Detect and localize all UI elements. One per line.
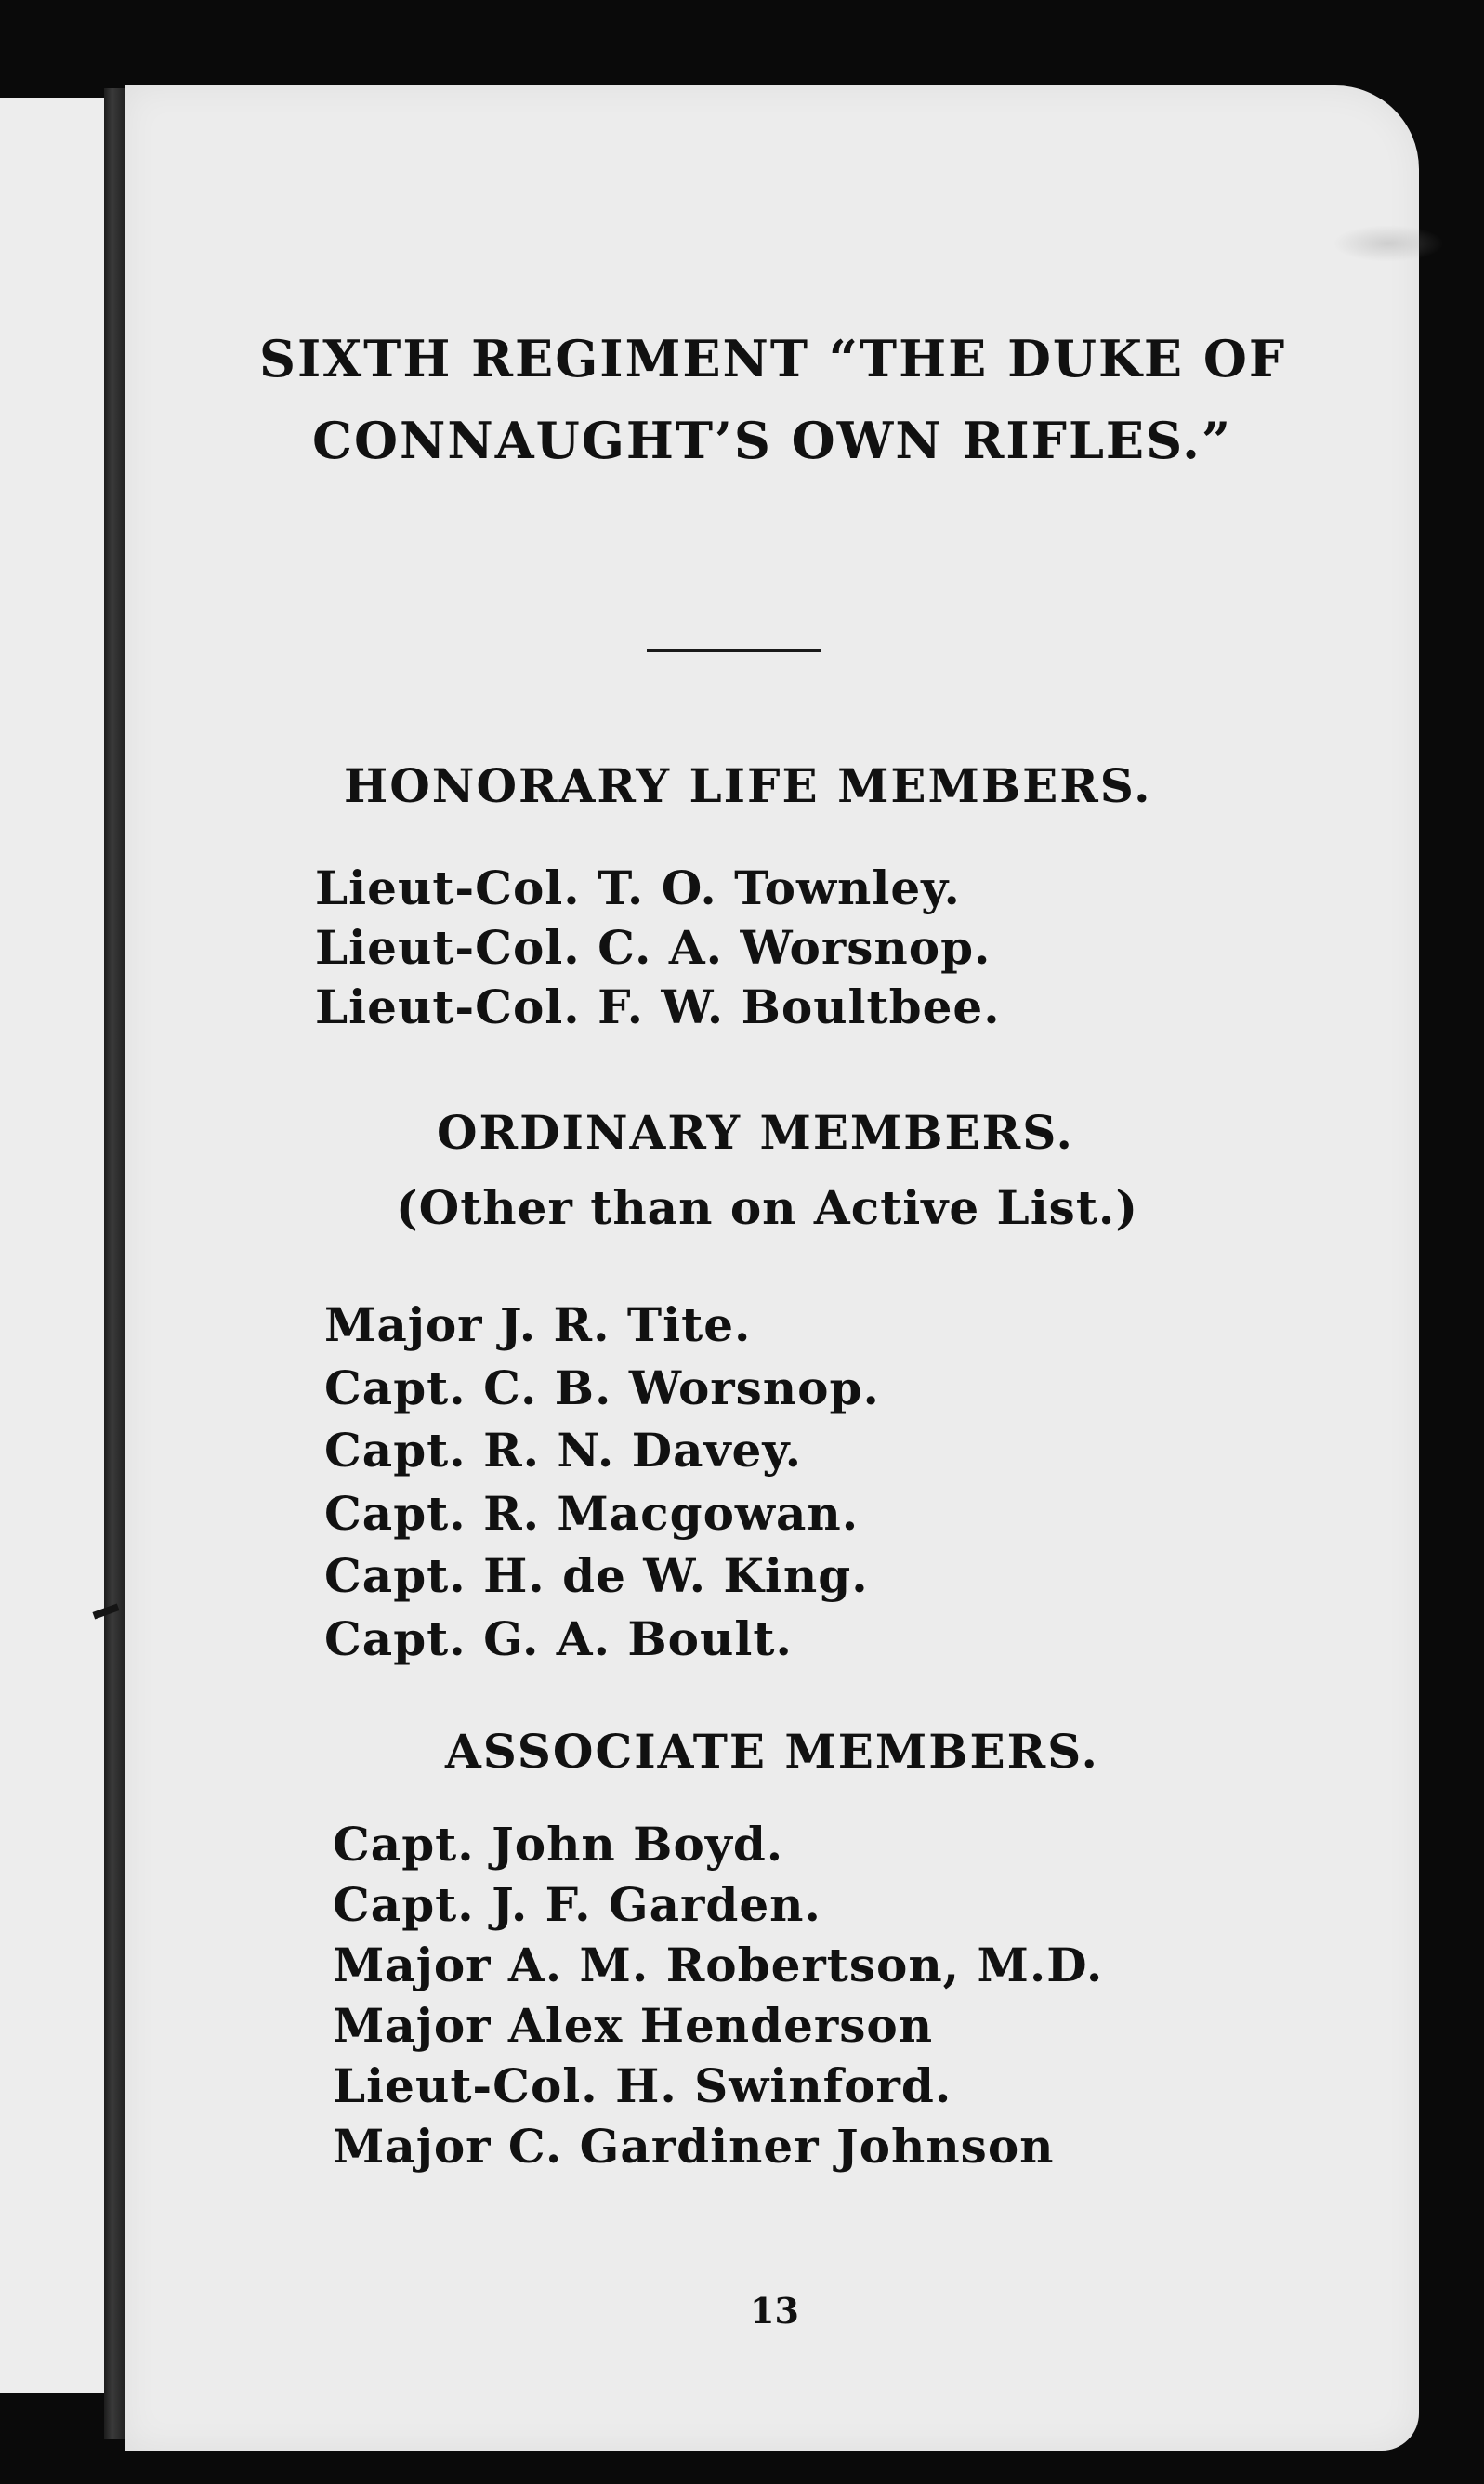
page-number: 13: [750, 2290, 799, 2332]
list-item: Capt. C. B. Worsnop.: [324, 1360, 880, 1415]
list-item: Lieut-Col. T. O. Townley.: [315, 861, 961, 915]
list-item: Major C. Gardiner Johnson: [333, 2119, 1055, 2174]
list-item: Major Alex Henderson: [333, 1998, 934, 2053]
book-gutter: [104, 88, 125, 2439]
title-divider: [647, 649, 821, 652]
list-item: Capt. J. F. Garden.: [333, 1877, 821, 1932]
associate-heading: ASSOCIATE MEMBERS.: [445, 1724, 1099, 1779]
title-line-1: SIXTH REGIMENT “THE DUKE OF: [259, 329, 1287, 388]
page-content: [125, 85, 1419, 2451]
title-line-2: CONNAUGHT’S OWN RIFLES.”: [312, 411, 1233, 470]
list-item: Lieut-Col. F. W. Boultbee.: [315, 979, 1001, 1034]
list-item: Lieut-Col. C. A. Worsnop.: [315, 920, 992, 975]
list-item: Capt. John Boyd.: [333, 1817, 784, 1872]
list-item: Capt. R. Macgowan.: [324, 1485, 860, 1541]
honorary-heading: HONORARY LIFE MEMBERS.: [344, 758, 1152, 813]
list-item: Major A. M. Robertson, M.D.: [333, 1938, 1104, 1992]
list-item: Major J. R. Tite.: [324, 1297, 752, 1352]
list-item: Lieut-Col. H. Swinford.: [333, 2058, 952, 2113]
ordinary-subheading: (Other than on Active List.): [396, 1180, 1138, 1235]
honorary-member-list: [315, 859, 1001, 1037]
list-item: Capt. H. de W. King.: [324, 1548, 869, 1603]
list-item: Capt. R. N. Davey.: [324, 1423, 803, 1478]
ordinary-member-list: [324, 1294, 880, 1670]
list-item: Capt. G. A. Boult.: [324, 1610, 793, 1666]
associate-member-list: [333, 1814, 1103, 2176]
book-page: [125, 85, 1419, 2451]
ordinary-heading: ORDINARY MEMBERS.: [437, 1105, 1074, 1160]
page-title: [259, 318, 1356, 481]
